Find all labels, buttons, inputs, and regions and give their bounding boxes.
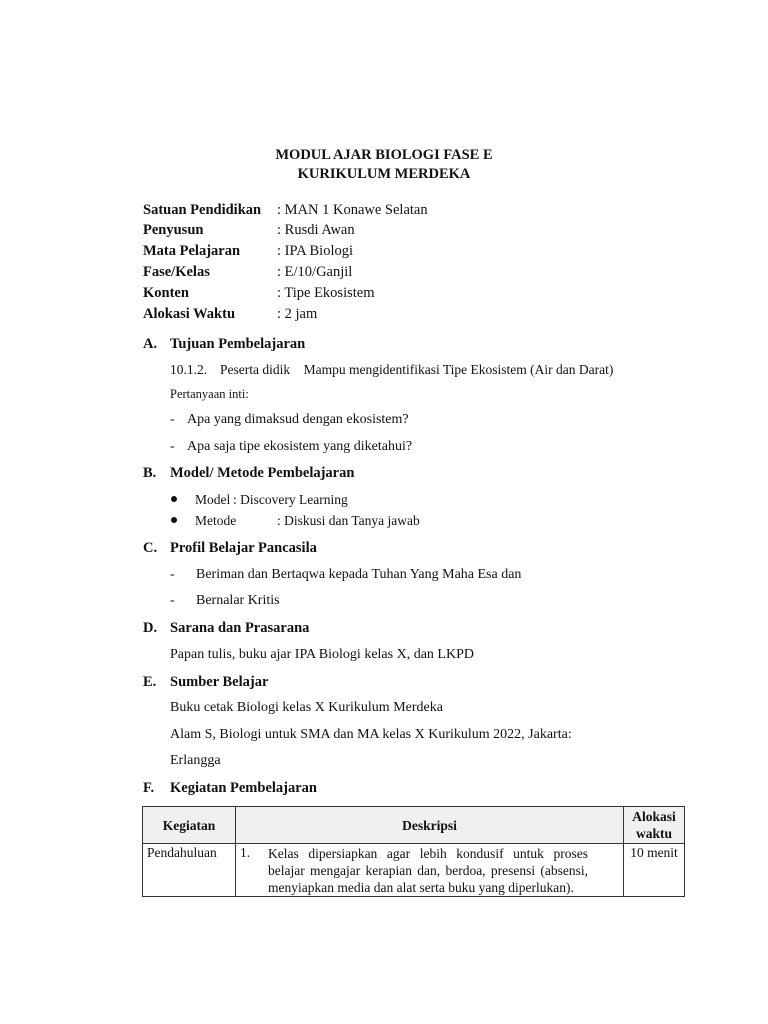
cell-alokasi: 10 menit (624, 844, 685, 897)
row-number: 1. (240, 845, 251, 860)
section-d-title: Sarana dan Prasarana (170, 620, 310, 636)
meta-value-fase: : E/10/Ganjil (277, 264, 353, 280)
method-label: Metode (195, 513, 237, 528)
source-line: Buku cetak Biologi kelas X Kurikulum Merdeka (170, 700, 443, 715)
question-item: Apa saja tipe ekosistem yang diketahui? (187, 439, 413, 454)
header-alokasi-line: waktu (635, 826, 672, 841)
cell-deskripsi (236, 844, 624, 897)
meta-key-alokasi: Alokasi Waktu (143, 306, 236, 322)
bullet-dot (171, 496, 177, 502)
activities-table (142, 806, 685, 897)
meta-value-satuan: : MAN 1 Konawe Selatan (277, 202, 428, 218)
section-a-letter: A. (143, 336, 158, 352)
meta-key-mapel: Mata Pelajaran (143, 243, 241, 259)
header-alokasi (624, 807, 685, 844)
objective-code: 10.1.2. (170, 362, 208, 377)
document-title: MODUL AJAR BIOLOGI FASE E (275, 147, 493, 163)
header-alokasi-line: Alokasi (632, 809, 676, 824)
section-c-title: Profil Belajar Pancasila (170, 540, 317, 556)
facilities-text: Papan tulis, buku ajar IPA Biologi kelas X, dan LKPD (170, 647, 474, 662)
source-line: Alam S, Biologi untuk SMA dan MA kelas X Kurikulum 2022, Jakarta: (170, 727, 572, 742)
section-f-title: Kegiatan Pembelajaran (170, 780, 317, 796)
method-value: : Discovery Learning (233, 492, 348, 507)
meta-value-penyusun: : Rusdi Awan (277, 222, 355, 238)
meta-key-satuan: Satuan Pendidikan (143, 202, 262, 218)
document-subtitle: KURIKULUM MERDEKA (297, 166, 471, 182)
meta-value-alokasi: : 2 jam (277, 306, 318, 322)
section-d-letter: D. (143, 620, 158, 636)
table-row (143, 844, 685, 897)
header-deskripsi: Deskripsi (236, 807, 624, 844)
meta-key-konten: Konten (143, 285, 189, 301)
cell-kegiatan: Pendahuluan (143, 844, 236, 897)
meta-key-fase: Fase/Kelas (143, 264, 210, 280)
question-dash: - (170, 412, 175, 427)
meta-value-konten: : Tipe Ekosistem (277, 285, 375, 301)
profile-item: Beriman dan Bertaqwa kepada Tuhan Yang Maha Esa dan (196, 567, 522, 582)
row-description: Kelas dipersiapkan agar lebih kondusif untuk proses belajar mengajar kerapian dan, berdoa, presensi (absensi, menyiapkan media dan alat serta buku yang diperlukan). (268, 846, 588, 895)
method-value: : Diskusi dan Tanya jawab (277, 513, 420, 528)
questions-label: Pertanyaan inti: (170, 387, 249, 401)
bullet-dot (171, 517, 177, 523)
question-item: Apa yang dimaksud dengan ekosistem? (187, 412, 409, 427)
profile-dash: - (170, 593, 175, 608)
objective-text: Peserta didik Mampu mengidentifikasi Tipe Ekosistem (Air dan Darat) (220, 362, 614, 377)
section-b-letter: B. (143, 465, 157, 481)
section-f-letter: F. (143, 780, 155, 796)
section-e-title: Sumber Belajar (170, 674, 269, 690)
meta-value-mapel: : IPA Biologi (277, 243, 354, 259)
profile-dash: - (170, 567, 175, 582)
section-e-letter: E. (143, 674, 157, 690)
header-kegiatan: Kegiatan (143, 807, 236, 844)
meta-key-penyusun: Penyusun (143, 222, 204, 238)
section-b-title: Model/ Metode Pembelajaran (170, 465, 355, 481)
source-line: Erlangga (170, 753, 221, 768)
method-label: Model (195, 492, 231, 507)
section-a-title: Tujuan Pembelajaran (170, 336, 306, 352)
question-dash: - (170, 439, 175, 454)
profile-item: Bernalar Kritis (196, 593, 280, 608)
section-c-letter: C. (143, 540, 158, 556)
table-header-row (143, 807, 685, 844)
